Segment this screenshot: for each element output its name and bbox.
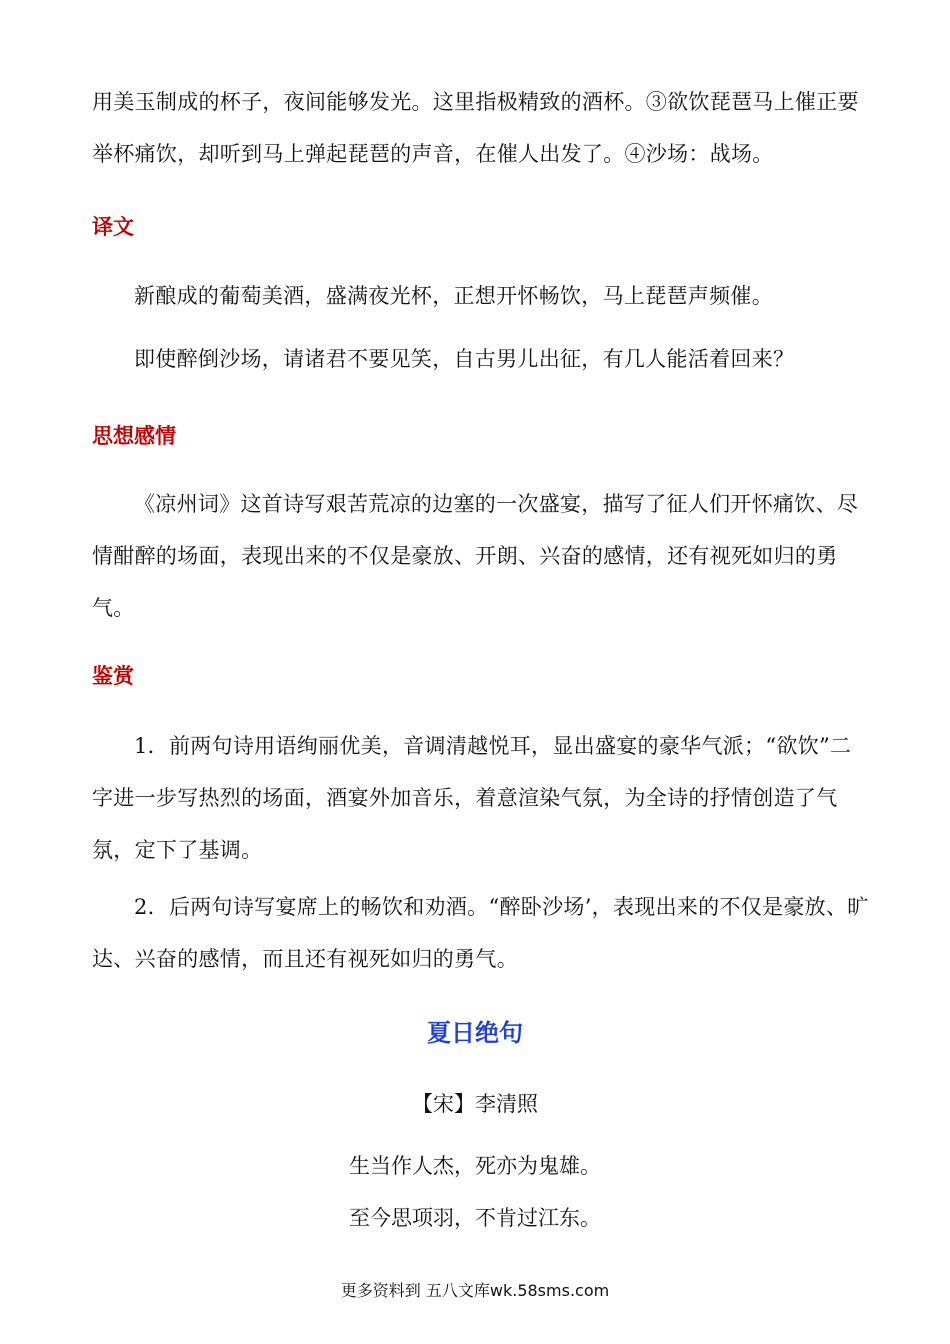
appreciation-item-1: 1．前两句诗用语绚丽优美，音调清越悦耳，显出盛宴的豪华气派；“欲饮”二字进一步写热烈的场面，酒宴外加音乐，着意渲染气氛，为全诗的抒情创造了气氛，定下了基调。 xyxy=(92,734,852,862)
notes-paragraph: 用美玉制成的杯子，夜间能够发光。这里指极精致的酒杯。③欲饮琵琶马上催正要举杯痛饮，却听到马上弹起琵琶的声音，在催人出发了。④沙场：战场。 xyxy=(92,90,859,166)
thought-heading: 思想感情 xyxy=(92,424,176,448)
appreciation-item-2: 2．后两句诗写宴席上的畅饮和劝酒。“醉卧沙场’，表现出来的不仅是豪放、旷达、兴奋的感情，而且还有视死如归的勇气。 xyxy=(92,895,869,971)
poem-title: 夏日绝句 xyxy=(427,1019,523,1047)
translation-line-2: 即使醉倒沙场，请诸君不要见笑，自古男儿出征，有几人能活着回来？ xyxy=(134,347,795,371)
footer-link[interactable]: 更多资料到 五八文库wk.58sms.com xyxy=(340,1281,610,1300)
poem-line-2: 至今思项羽，不肯过江东。 xyxy=(349,1206,601,1230)
thought-paragraph: 《凉州词》这首诗写艰苦荒凉的边塞的一次盛宴，描写了征人们开怀痛饮、尽情酣醉的场面，表现出来的不仅是豪放、开朗、兴奋的感情，还有视死如归的勇气。 xyxy=(92,492,859,620)
poem-line-1: 生当作人杰，死亦为鬼雄。 xyxy=(349,1154,601,1178)
poem-author: 【宋】李清照 xyxy=(412,1092,538,1116)
appreciation-heading: 鉴赏 xyxy=(92,664,134,688)
translation-heading: 译文 xyxy=(92,215,134,239)
translation-line-1: 新酿成的葡萄美酒，盛满夜光杯，正想开怀畅饮，马上琵琶声频催。 xyxy=(134,284,773,308)
